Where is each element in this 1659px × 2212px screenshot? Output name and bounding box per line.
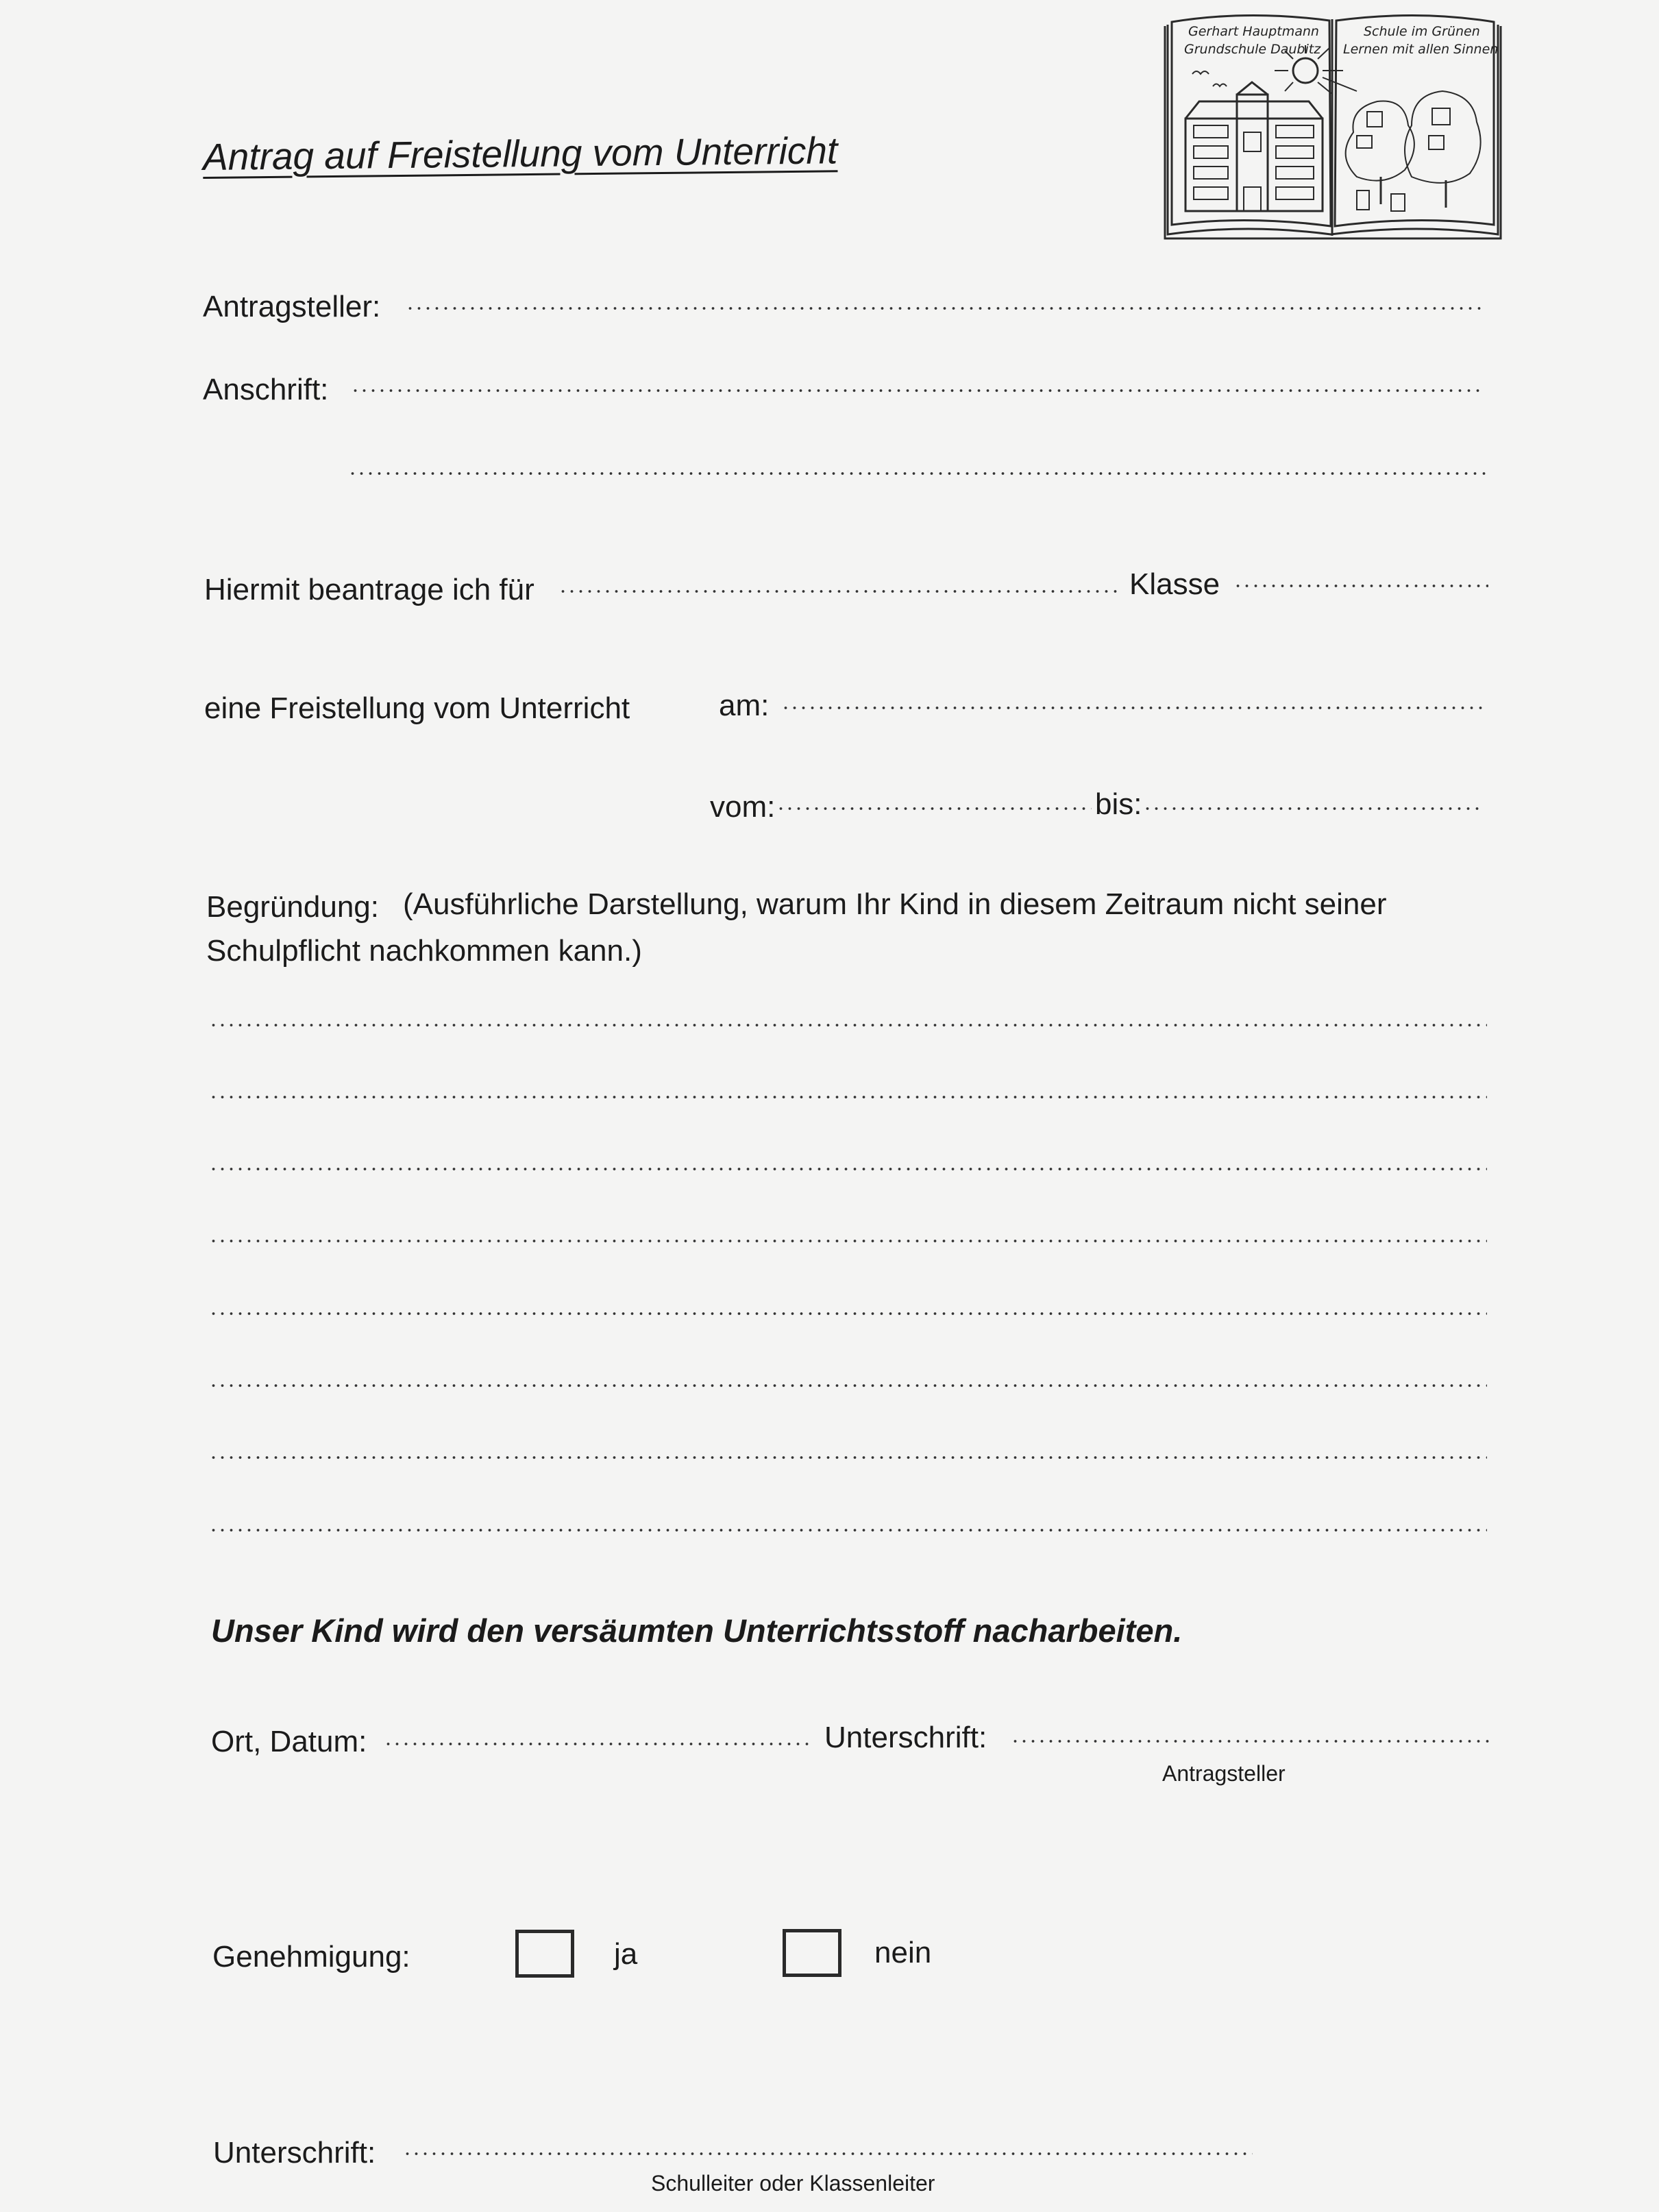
on-date-field[interactable] bbox=[781, 706, 1484, 710]
on-date-label: am: bbox=[719, 689, 770, 722]
reason-label: Begründung: bbox=[206, 890, 379, 924]
reason-line-8[interactable] bbox=[209, 1528, 1487, 1532]
applicant-label: Antragsteller: bbox=[203, 290, 381, 323]
release-label: eine Freistellung vom Unterricht bbox=[204, 691, 630, 725]
reason-line-7[interactable] bbox=[209, 1455, 1487, 1460]
logo-left-line-2: Grundschule Daubitz bbox=[1184, 42, 1321, 57]
approval-label: Genehmigung: bbox=[212, 1940, 410, 1974]
logo-right-line-2: Lernen mit allen Sinnen bbox=[1343, 42, 1499, 57]
from-date-label: vom: bbox=[710, 790, 776, 824]
page-title: Antrag auf Freistellung vom Unterricht bbox=[202, 129, 838, 178]
applicant-signature-label: Unterschrift: bbox=[824, 1721, 987, 1754]
logo-left-line-1: Gerhart Hauptmann bbox=[1188, 24, 1319, 39]
logo-right-line-1: Schule im Grünen bbox=[1364, 24, 1480, 39]
reason-line-4[interactable] bbox=[209, 1239, 1487, 1243]
principal-signature-label: Unterschrift: bbox=[213, 2136, 376, 2170]
reason-hint-line-2: Schulpflicht nachkommen kann.) bbox=[206, 934, 642, 968]
reason-line-6[interactable] bbox=[209, 1384, 1487, 1388]
address-label: Anschrift: bbox=[203, 373, 329, 406]
reason-hint-line-1: (Ausführliche Darstellung, warum Ihr Kind in diesem Zeitraum nicht seiner bbox=[403, 887, 1387, 921]
applicant-signature-caption: Antragsteller bbox=[1162, 1761, 1286, 1786]
address-field-line-1[interactable] bbox=[351, 389, 1485, 393]
school-logo bbox=[1158, 5, 1508, 247]
reason-line-3[interactable] bbox=[209, 1167, 1487, 1171]
until-date-label: bis: bbox=[1095, 787, 1142, 821]
applicant-field[interactable] bbox=[406, 306, 1485, 310]
principal-signature-field[interactable] bbox=[403, 2152, 1253, 2156]
approval-no-checkbox[interactable] bbox=[783, 1929, 841, 1977]
address-field-line-2[interactable] bbox=[348, 471, 1489, 476]
approval-yes-label: ja bbox=[614, 1937, 638, 1971]
student-name-field[interactable] bbox=[558, 589, 1120, 593]
request-label: Hiermit beantrage ich für bbox=[204, 573, 534, 606]
approval-no-label: nein bbox=[874, 1936, 932, 1969]
place-date-field[interactable] bbox=[384, 1742, 809, 1746]
applicant-signature-field[interactable] bbox=[1011, 1739, 1494, 1743]
from-date-field[interactable] bbox=[776, 807, 1092, 811]
class-field[interactable] bbox=[1233, 584, 1488, 588]
class-label: Klasse bbox=[1129, 567, 1220, 601]
catch-up-note: Unser Kind wird den versäumten Unterrichtsstoff nacharbeiten. bbox=[211, 1612, 1183, 1649]
reason-line-5[interactable] bbox=[209, 1312, 1487, 1316]
until-date-field[interactable] bbox=[1143, 807, 1484, 811]
reason-line-2[interactable] bbox=[209, 1095, 1487, 1099]
place-date-label: Ort, Datum: bbox=[211, 1725, 367, 1758]
reason-line-1[interactable] bbox=[209, 1023, 1487, 1027]
principal-signature-caption: Schulleiter oder Klassenleiter bbox=[651, 2171, 935, 2196]
approval-yes-checkbox[interactable] bbox=[515, 1930, 574, 1978]
